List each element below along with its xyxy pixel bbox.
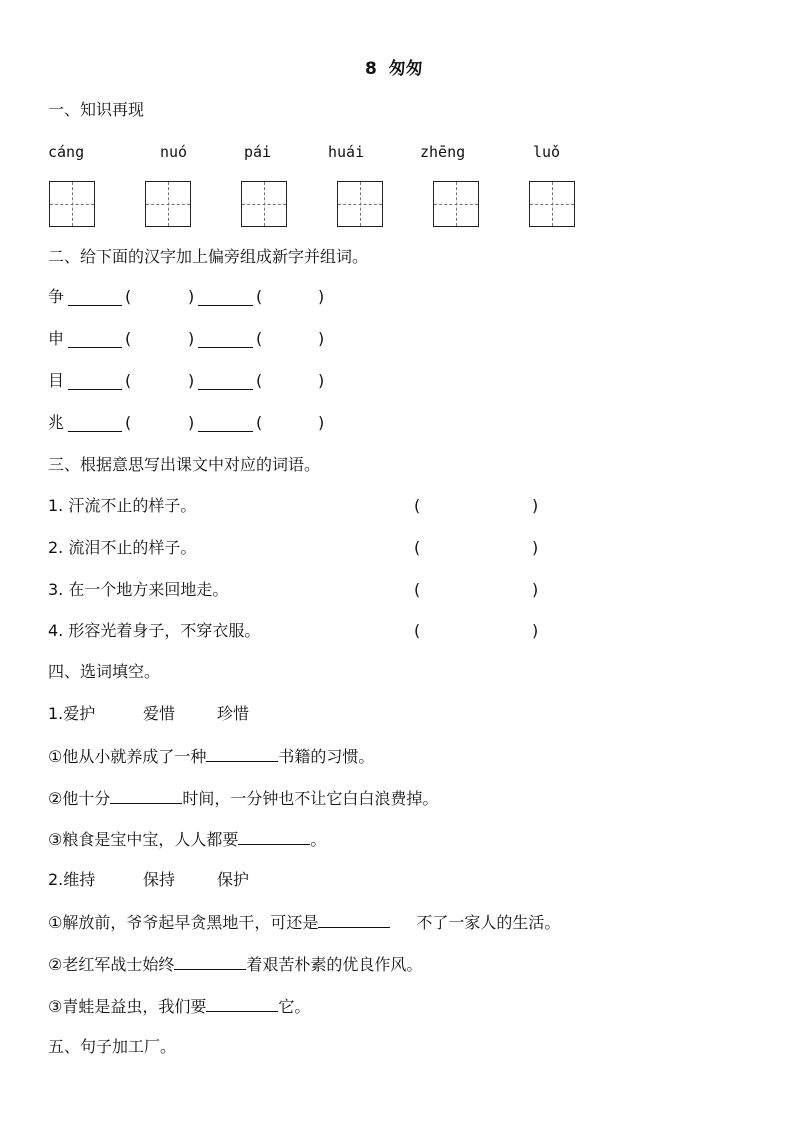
open-paren: ( [125, 371, 132, 390]
sentence-part: 它。 [278, 997, 311, 1016]
section3-heading: 三、根据意思写出课文中对应的词语。 [48, 455, 321, 474]
fill-sentence-1-2 [48, 789, 438, 807]
writing-grid-box-5[interactable] [433, 181, 479, 227]
pinyin-5: zhēng [420, 143, 466, 161]
fill-sentence-2-2 [48, 955, 422, 973]
open-paren: ( [125, 287, 132, 306]
word-choice-6: 保护 [217, 870, 250, 889]
fill-blank[interactable] [238, 830, 310, 845]
new-char-blank-3b[interactable] [198, 375, 253, 390]
radical-char-2: 申 [48, 329, 65, 348]
section4-heading: 四、选词填空。 [48, 662, 161, 681]
open-paren: ( [125, 329, 132, 348]
sentence-part: ①他从小就养成了一种 [48, 747, 207, 766]
fill-sentence-1-1 [48, 747, 374, 765]
definition-item-2: 2. 流泪不止的样子。 [48, 538, 197, 557]
fill-sentence-1-3 [48, 830, 326, 848]
open-paren: ( [414, 621, 421, 640]
pinyin-1: cáng [48, 143, 85, 161]
pinyin-4: huái [328, 143, 365, 161]
writing-grid-box-2[interactable] [145, 181, 191, 227]
sentence-part: ③粮食是宝中宝，人人都要 [48, 830, 239, 849]
fill-blank[interactable] [318, 913, 390, 928]
word-choice-1: 1.爱护 [48, 704, 96, 723]
radical-char-1: 争 [48, 287, 65, 306]
close-paren: ) [318, 287, 325, 306]
fill-blank[interactable] [206, 747, 278, 762]
writing-grid-box-4[interactable] [337, 181, 383, 227]
pinyin-3: pái [244, 143, 272, 161]
sentence-part: 不了一家人的生活。 [416, 913, 561, 932]
fill-blank[interactable] [110, 789, 182, 804]
sentence-part: 着艰苦朴素的优良作风。 [246, 955, 423, 974]
new-char-blank-2a[interactable] [68, 333, 122, 348]
close-paren: ) [188, 371, 195, 390]
sentence-part: ②他十分 [48, 789, 111, 808]
open-paren: ( [256, 287, 263, 306]
open-paren: ( [256, 413, 263, 432]
open-paren: ( [414, 538, 421, 557]
close-paren: ) [532, 621, 539, 640]
close-paren: ) [532, 496, 539, 515]
word-choice-3: 珍惜 [217, 704, 250, 723]
pinyin-6: luǒ [533, 143, 561, 161]
open-paren: ( [414, 496, 421, 515]
definition-item-3: 3. 在一个地方来回地走。 [48, 580, 229, 599]
sentence-part: 书籍的习惯。 [278, 747, 375, 766]
word-choice-4: 2.维持 [48, 870, 96, 889]
close-paren: ) [188, 287, 195, 306]
open-paren: ( [256, 371, 263, 390]
close-paren: ) [532, 580, 539, 599]
open-paren: ( [125, 413, 132, 432]
close-paren: ) [318, 329, 325, 348]
fill-blank[interactable] [206, 997, 278, 1012]
close-paren: ) [532, 538, 539, 557]
pinyin-2: nuó [160, 143, 188, 161]
open-paren: ( [256, 329, 263, 348]
new-char-blank-4b[interactable] [198, 417, 253, 432]
new-char-blank-3a[interactable] [68, 375, 122, 390]
sentence-part: 时间，一分钟也不让它白白浪费掉。 [182, 789, 439, 808]
close-paren: ) [188, 413, 195, 432]
new-char-blank-1a[interactable] [68, 291, 122, 306]
word-choice-2: 爱惜 [143, 704, 176, 723]
sentence-part: ②老红军战士始终 [48, 955, 175, 974]
sentence-part: ③青蛙是益虫，我们要 [48, 997, 207, 1016]
sentence-part: ①解放前，爷爷起早贪黑地干，可还是 [48, 913, 319, 932]
fill-sentence-2-3 [48, 997, 310, 1015]
word-choice-5: 保持 [143, 870, 176, 889]
radical-char-4: 兆 [48, 413, 65, 432]
sentence-part: 。 [310, 830, 327, 849]
writing-grid-box-1[interactable] [49, 181, 95, 227]
close-paren: ) [188, 329, 195, 348]
definition-item-1: 1. 汗流不止的样子。 [48, 496, 197, 515]
section5-heading: 五、句子加工厂。 [48, 1037, 177, 1056]
close-paren: ) [318, 413, 325, 432]
fill-sentence-2-1 [48, 913, 560, 931]
close-paren: ) [318, 371, 325, 390]
section1-heading: 一、知识再现 [48, 100, 145, 119]
page-title: 8 匆匆 [365, 59, 423, 79]
fill-blank[interactable] [174, 955, 246, 970]
section2-heading: 二、给下面的汉字加上偏旁组成新字并组词。 [48, 247, 369, 266]
new-char-blank-4a[interactable] [68, 417, 122, 432]
radical-char-3: 目 [48, 371, 65, 390]
writing-grid-box-6[interactable] [529, 181, 575, 227]
definition-item-4: 4. 形容光着身子，不穿衣服。 [48, 621, 261, 640]
new-char-blank-2b[interactable] [198, 333, 253, 348]
new-char-blank-1b[interactable] [198, 291, 253, 306]
writing-grid-box-3[interactable] [241, 181, 287, 227]
open-paren: ( [414, 580, 421, 599]
